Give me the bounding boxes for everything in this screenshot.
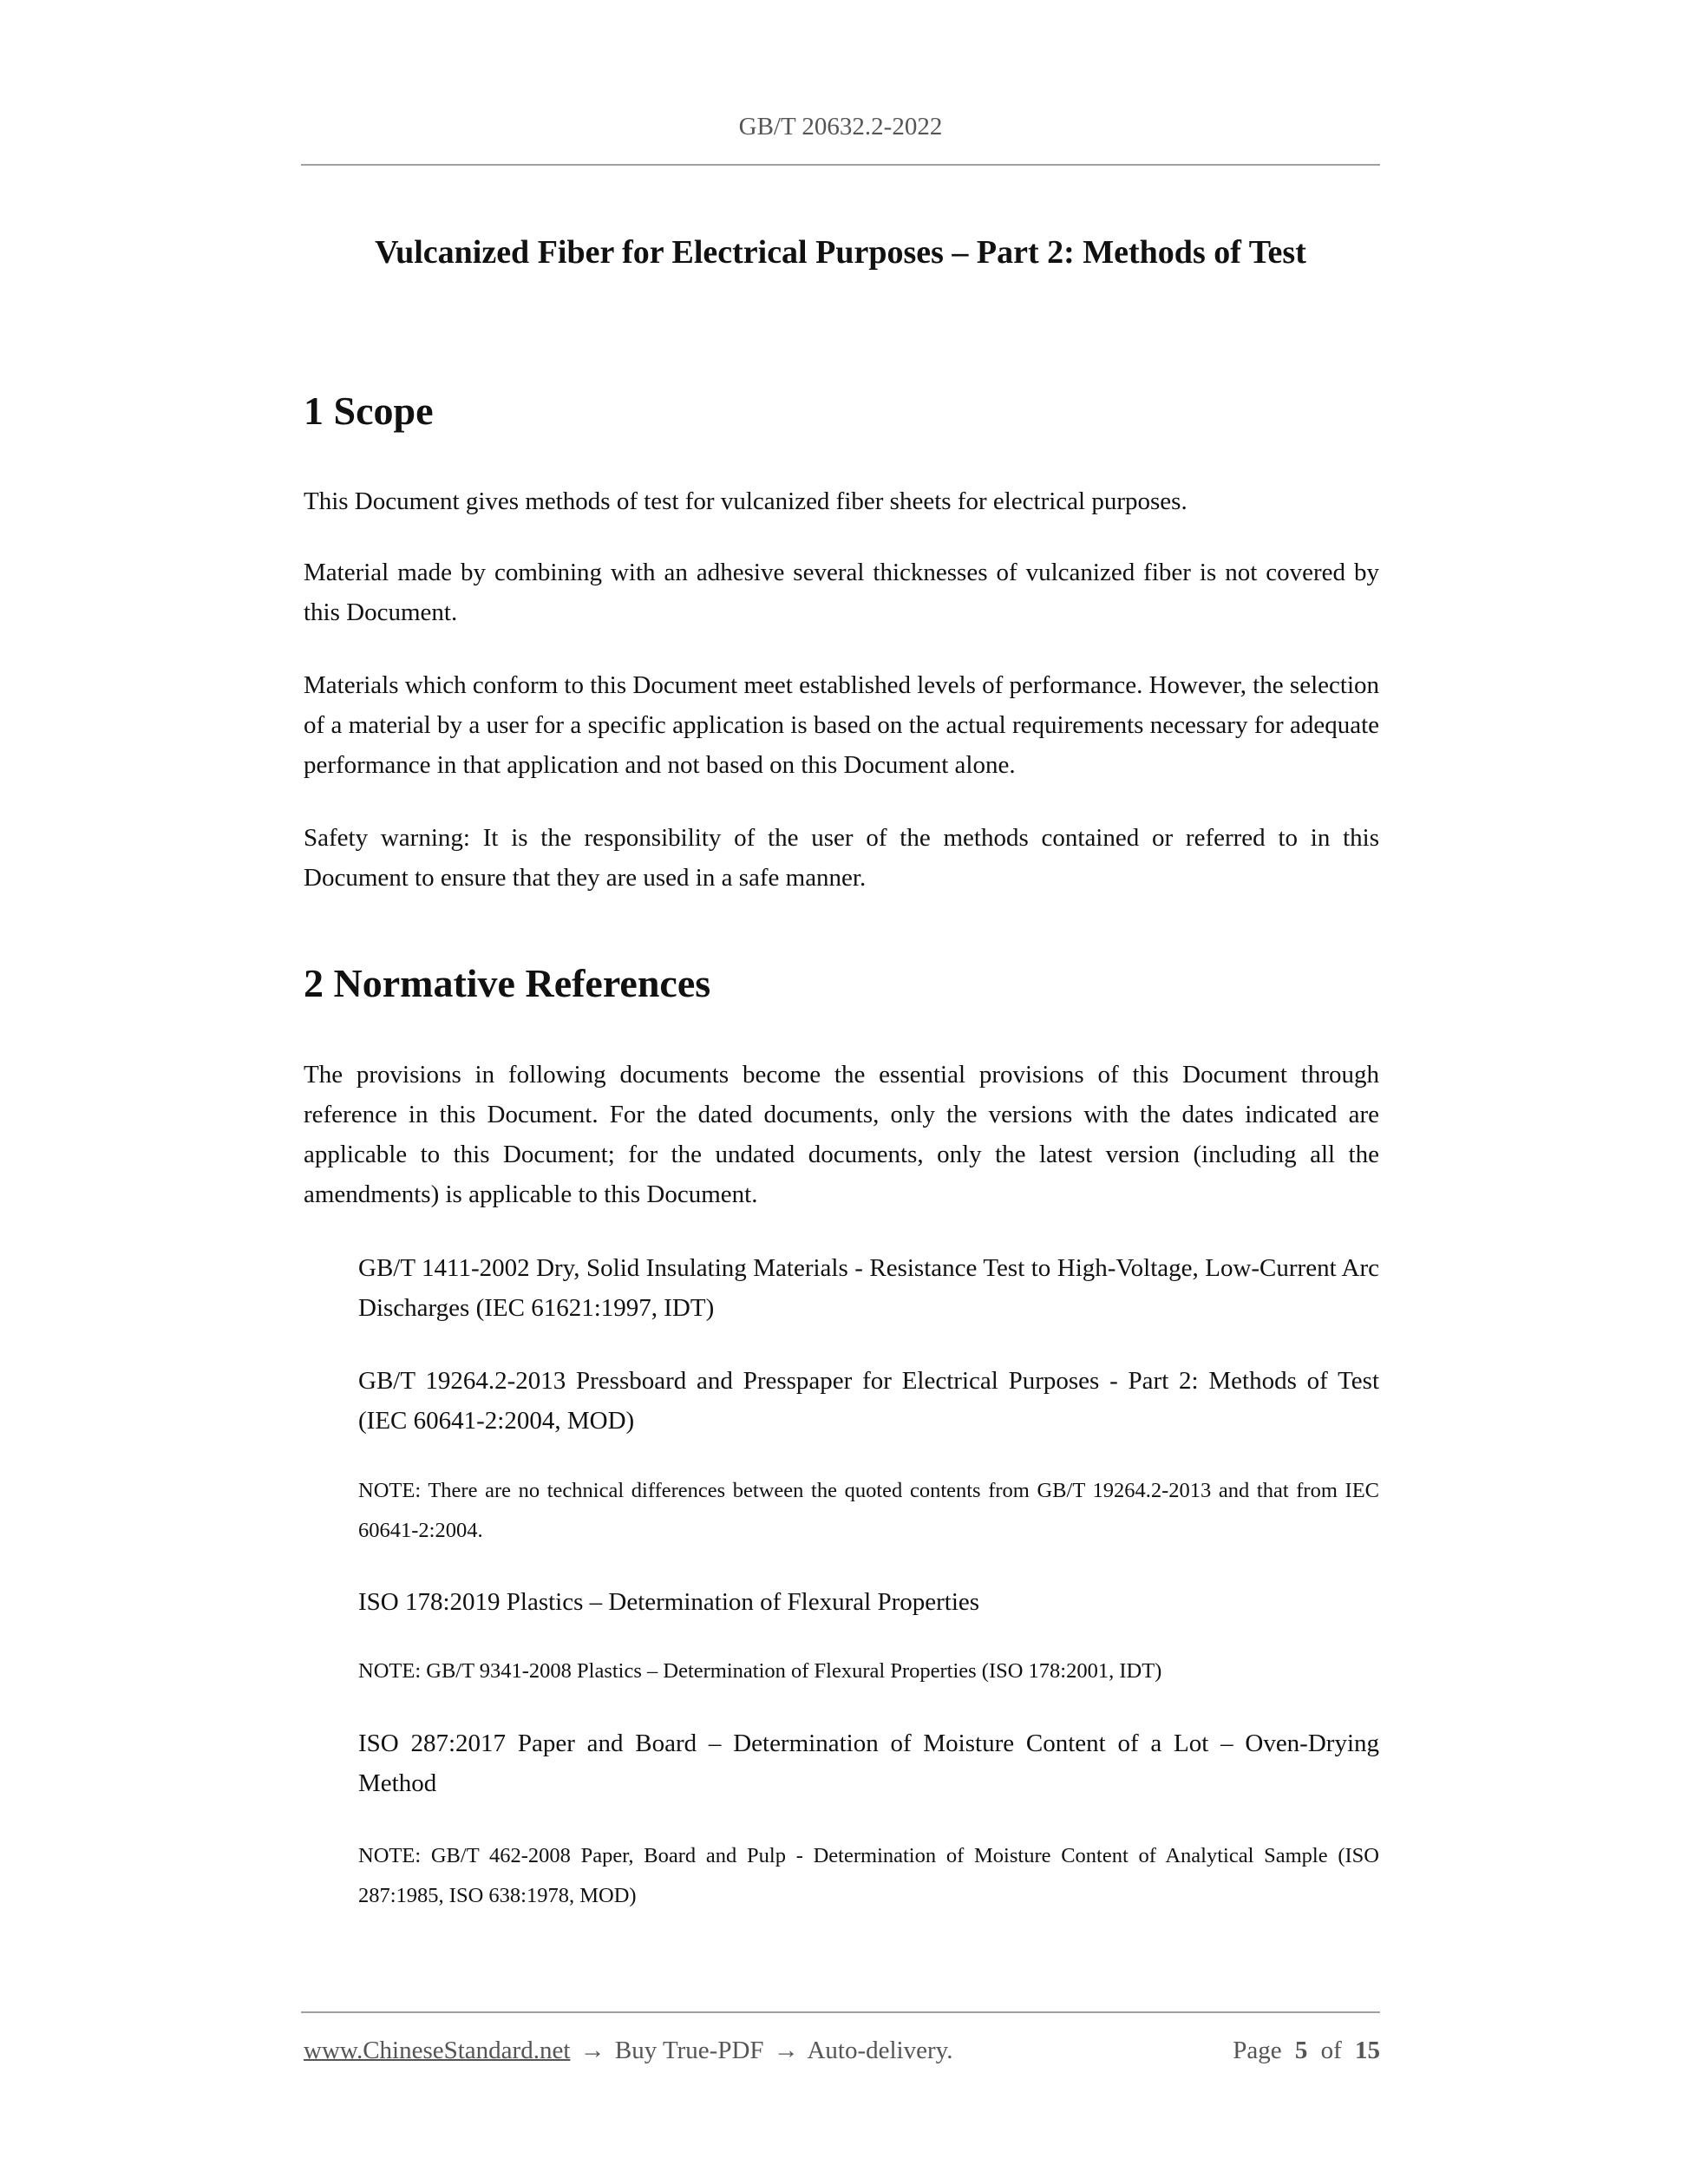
reference-note: NOTE: GB/T 9341-2008 Plastics – Determination of Flexural Properties (ISO 178:2001, IDT)	[358, 1659, 1162, 1683]
reference-item: ISO 287:2017 Paper and Board – Determination of Moisture Content of a Lot – Oven-Drying Method	[358, 1730, 1379, 1797]
buy-true-pdf-text: Buy True-PDF	[614, 2037, 764, 2064]
page-indicator	[1233, 2033, 1380, 2068]
arrow-right-icon: →	[773, 2037, 799, 2064]
reference-note: NOTE: GB/T 462-2008 Paper, Board and Pulp - Determination of Moisture Content of Analytical Sample (ISO 287:1985, ISO 638:1978, MOD)	[358, 1844, 1379, 1907]
page-header: GB/T 20632.2-2022	[738, 113, 943, 141]
of-label: of	[1320, 2037, 1342, 2064]
header-divider	[301, 164, 1380, 166]
reference-item: GB/T 19264.2-2013 Pressboard and Presspaper for Electrical Purposes - Part 2: Methods of Test (IEC 60641-2:2004, MOD)	[358, 1367, 1379, 1435]
safety-warning-paragraph: Safety warning: It is the responsibility of the user of the methods contained or referred to in this Document to ensure that they are used in a safe manner.	[304, 824, 1379, 892]
scope-paragraph-2: Material made by combining with an adhesive several thicknesses of vulcanized fiber is not covered by this Document.	[304, 559, 1379, 626]
footer-promo	[304, 2033, 953, 2068]
page-label: Page	[1233, 2037, 1282, 2064]
section-heading-normative-references: 2 Normative References	[304, 961, 711, 1005]
reference-item: GB/T 1411-2002 Dry, Solid Insulating Materials - Resistance Test to High-Voltage, Low-Current Arc Discharges (IEC 61621:1997, IDT)	[358, 1254, 1379, 1322]
arrow-right-icon: →	[579, 2037, 605, 2064]
total-pages-number: 15	[1355, 2037, 1380, 2064]
section-heading-scope: 1 Scope	[304, 389, 434, 433]
document-title: Vulcanized Fiber for Electrical Purposes – Part 2: Methods of Test	[375, 234, 1306, 271]
chinesestandard-link[interactable]: www.ChineseStandard.net	[304, 2037, 571, 2064]
footer-divider	[301, 2011, 1380, 2013]
scope-paragraph-1: This Document gives methods of test for vulcanized fiber sheets for electrical purposes.	[304, 487, 1187, 515]
normative-intro-paragraph: The provisions in following documents become the essential provisions of this Document through reference in this Document. For the dated documents, only the versions with the dates indicated are applicable to this Document; for the undated documents, only the latest version (including all the amendments) is applicable to this Document.	[304, 1061, 1379, 1208]
reference-note: NOTE: There are no technical differences between the quoted contents from GB/T 19264.2-2013 and that from IEC 60641-2:2004.	[358, 1479, 1379, 1542]
reference-item: ISO 178:2019 Plastics – Determination of Flexural Properties	[358, 1588, 980, 1616]
auto-delivery-text: Auto-delivery.	[807, 2037, 953, 2064]
scope-paragraph-3: Materials which conform to this Document meet established levels of performance. However, the selection of a material by a user for a specific application is based on the actual requirements necessary for adequate performance in that application and not based on this Document alone.	[304, 671, 1379, 779]
current-page-number: 5	[1294, 2037, 1308, 2064]
